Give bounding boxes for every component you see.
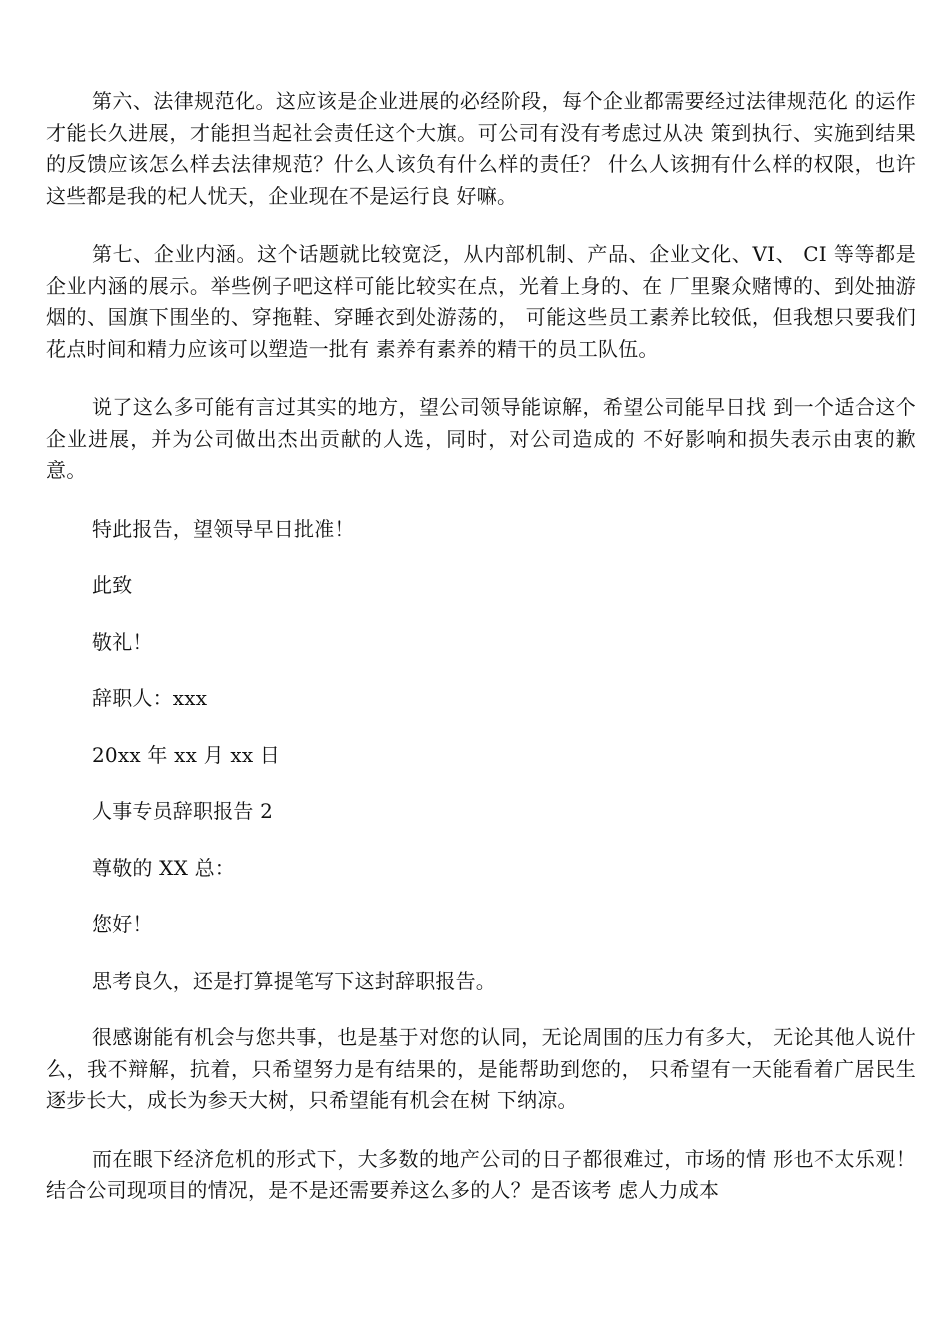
- paragraph-corporate-culture: 第七、企业内涵。这个话题就比较宽泛，从内部机制、产品、企业文化、VI、 CI 等等都是企业内涵的展示。举些例子吧这样可能比较实在点，光着上身的、在 厂里聚众赌博的、到处抽游烟的、国旗下围坐的、穿拖鞋、穿睡衣到处游荡的， 可能这些员工素养比较低，但我想只要我们花点时间和精力应该可以塑造一批有 素养有素养的精干的员工队伍。: [46, 242, 916, 361]
- document-body: [46, 86, 916, 1207]
- addressee-line: 尊敬的 XX 总：: [92, 855, 235, 880]
- report-request-line: 特此报告，望领导早日批准！: [92, 516, 355, 541]
- greeting-line: 您好！: [92, 912, 153, 936]
- paragraph-legal-standardization: 第六、法律规范化。这应该是企业进展的必经阶段，每个企业都需要经过法律规范化 的运作才能长久进展，才能担当起社会责任这个大旗。可公司有没有考虑过从决 策到执行、实施到结果的反馈应该怎么样去法律规范？什么人该负有什么样的责任？ 什么人该拥有什么样的权限，也许这些都是我的杞人忧天，企业现在不是运行良 好嘛。: [46, 89, 916, 208]
- paragraph-gratitude: 很感谢能有机会与您共事，也是基于对您的认同，无论周围的压力有多大， 无论其他人说什么，我不辩解，抗着，只希望努力是有结果的，是能帮助到您的， 只希望有一天能看着广居民生逐步长大，成长为参天大树，只希望能有机会在树 下纳凉。: [46, 1025, 916, 1112]
- resigner-name: 辞职人：xxx: [92, 686, 208, 710]
- resignation-date: 20xx 年 xx 月 xx 日: [92, 742, 281, 767]
- paragraph-apology: 说了这么多可能有言过其实的地方，望公司领导能谅解，希望公司能早日找 到一个适合这个企业进展，并为公司做出杰出贡献的人选，同时，对公司造成的 不好影响和损失表示由衷的歉意。: [46, 395, 916, 482]
- salutation-cizhi: 此致: [92, 573, 133, 597]
- intro-line: 思考良久，还是打算提笔写下这封辞职报告。: [92, 968, 496, 993]
- section-title-report-2: 人事专员辞职报告 2: [92, 799, 274, 823]
- salutation-jingli: 敬礼！: [92, 629, 153, 654]
- paragraph-economic-situation: 而在眼下经济危机的形式下，大多数的地产公司的日子都很难过，市场的情 形也不太乐观！结合公司现项目的情况，是不是还需要养这么多的人？是否该考 虑人力成本: [46, 1146, 916, 1202]
